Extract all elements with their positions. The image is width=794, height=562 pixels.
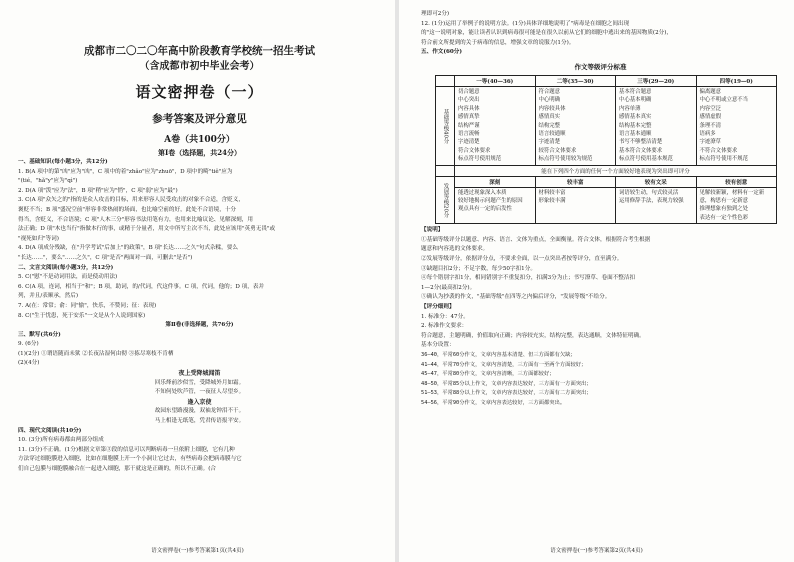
poem-line: 回乐烽前沙似雪，受降城外月如霜。 bbox=[154, 379, 245, 386]
rubric-item: 标点符号使用基本规范 bbox=[619, 156, 673, 163]
rubric-item: 形象较丰满 bbox=[538, 198, 566, 205]
rubric-item: 标点符号使用较为规范 bbox=[538, 156, 593, 163]
basic-cell bbox=[536, 87, 617, 165]
text-line: 2. D(A 项"泼"应为"法"，B 项"稍"应为"悄"，C 项"弱"应为"最") bbox=[18, 187, 178, 194]
text-line: 5. C("慰"不是动词用法，而是使动用法) bbox=[18, 274, 118, 281]
detail-lines bbox=[421, 313, 780, 351]
text-line: 2. 标准作文要求： bbox=[421, 323, 468, 330]
rubric-item: 推理想象有独到之处 bbox=[699, 206, 749, 213]
text-line: 12. (1分)运用了举例子的说明方法。(1分)具体详细地说明了"病毒是在细胞之间出现 bbox=[421, 20, 630, 27]
right-content bbox=[421, 10, 780, 409]
rubric-table bbox=[435, 75, 777, 224]
text-line: 41—44，平常70分作文，文章内容清楚，三方面有一至两个方面较好； bbox=[421, 361, 587, 368]
page-footer: 语文密押卷(一)参考答案第1页(共4页) bbox=[151, 548, 244, 554]
text-line: 4. D(A 项成分残缺，在"升学考试"后加上"的政策"，B 项"长达……之久"句式杂糅，要么 bbox=[18, 245, 238, 252]
text-line: "(tié，"hǎ"y"应为"qì") bbox=[18, 178, 78, 185]
rubric-item: 基本符合文体要求 bbox=[619, 147, 663, 154]
rubric-item: 较符合文体要求 bbox=[538, 147, 577, 154]
rubric-item: 较好地揭示问题产生的原因 bbox=[458, 198, 523, 205]
rubric-item: 语言基本通顺 bbox=[619, 131, 652, 137]
dev-cell bbox=[616, 188, 697, 224]
text-line: ①基础等级评分以题意、内容、语言、文体为重点，全面衡量。符合文体，根据符合考生根据 bbox=[421, 236, 651, 243]
text-line: 三、默写(共6分) bbox=[18, 331, 61, 338]
text-line: 1. B(A 项中的第"凶"应为"凶"，C 项中的着"zhǎo"应为"zhuō"，D 项中的畸"tiě"应为 bbox=[18, 168, 233, 175]
rubric-item: 内容单薄 bbox=[619, 105, 641, 112]
rubric-spacer bbox=[436, 166, 455, 176]
exam-subtitle: （含成都市初中毕业会考） bbox=[139, 61, 260, 72]
text-line: 9. (6分) bbox=[18, 341, 39, 348]
notes-title: 【说明】 bbox=[421, 227, 444, 234]
grade-header: 二等(35—30) bbox=[536, 76, 617, 86]
basic-row bbox=[436, 86, 776, 165]
rubric-header-row bbox=[436, 76, 776, 86]
page-footer: 语文密押卷(一)参考答案第2页(共4页) bbox=[550, 548, 643, 554]
text-line: 法正确；D 项"木也当行"指做本行的事，或精于分量者，用文中所写主次不当，此处应该用"英勇无畏"或 bbox=[18, 226, 276, 233]
rubric-item: 感情真挚 bbox=[458, 114, 480, 121]
dev-row bbox=[436, 176, 776, 224]
basic-label: 基础等级40分 bbox=[436, 87, 455, 165]
rubric-item: 语病多 bbox=[699, 131, 716, 137]
dev-header: 较有创意 bbox=[725, 179, 748, 186]
rubric-item: 符合题意 bbox=[538, 88, 561, 95]
text-line: ②发展等级评分，依据评分点，不要求全面，以一点突出者按等评分，直至满分。 bbox=[421, 256, 623, 263]
text-line: ⑤确认为抄袭的作文，"基础等级"在四等之内偏后评分，"发展等级"不给分。 bbox=[421, 294, 611, 301]
section-a-heading: A卷（共100分） bbox=[164, 135, 235, 145]
basic-cell bbox=[455, 87, 536, 165]
rubric-item: 中心基本明确 bbox=[619, 97, 652, 104]
basic-cell bbox=[697, 87, 777, 165]
rubric-item: 中心明确 bbox=[538, 97, 561, 104]
rubric-item: 条理不清 bbox=[699, 122, 722, 129]
score-lines bbox=[421, 351, 780, 409]
text-line: 褒贬不当；B 项"盛况空前"形容非常热闹的场面，也比喻空前的好，此处不合语境，十分 bbox=[18, 206, 237, 213]
rubric-item: 语言流畅 bbox=[458, 131, 480, 137]
dev-note: 能在下列四个方面的任何一个方面较好地表现为突出即可评分 bbox=[541, 168, 690, 175]
right-page bbox=[399, 0, 794, 562]
text-line: ④每个错别字扣1分，相同错别字不重复扣分，扣满3分为止；书写潦草、卷面不整洁扣 bbox=[421, 275, 636, 282]
exam-title: 成都市二〇二〇年高中阶段教育学校统一招生考试 bbox=[84, 45, 315, 57]
text-line: 36—40，平常60分作文，文章内容基本清楚、但三方面都有欠缺； bbox=[421, 351, 576, 358]
text-line: ③缺题目扣2分；不足字数，每少50字扣1分。 bbox=[421, 265, 536, 272]
answer-lines bbox=[18, 158, 381, 369]
rubric-item: 材料较丰富 bbox=[538, 189, 566, 196]
text-line: 6. C(A 项，连词，相当于"和"；B 项，助词，的/代词，代这件事。C 项，代词，他的；D 项，表并 bbox=[18, 283, 265, 290]
rubric-item: 不符合文体要求 bbox=[699, 147, 738, 154]
rubric-item: 标点符号使用规范 bbox=[458, 156, 502, 163]
answer-lines bbox=[421, 10, 780, 58]
poem-line: 不知何处吹芦管，一夜征人尽望乡。 bbox=[154, 389, 245, 396]
rubric-corner bbox=[436, 76, 455, 86]
text-line: 1—2分(最高扣2分)。 bbox=[421, 284, 476, 291]
rubric-item: 结构完整 bbox=[538, 122, 561, 129]
poem-2 bbox=[18, 398, 381, 427]
text-line: 的"这一说明对象，能让读者认识到病毒很可能是在很久以前从它们的细胞中逃出来的基因物质(2分)， bbox=[421, 30, 673, 37]
text-line: 们自己包膜与细胞膜融合在一起进入细胞，那干就这是正确的，所以不正确。(合 bbox=[18, 466, 216, 472]
rubric-item: 结构严谨 bbox=[458, 122, 480, 129]
detail-title: 【评分细则】 bbox=[421, 304, 455, 310]
dev-cell bbox=[536, 188, 617, 224]
rubric-item: 内容较具体 bbox=[538, 105, 566, 112]
left-content bbox=[18, 10, 381, 475]
text-line: "视死如归"等词) bbox=[18, 235, 59, 242]
rubric-item: 结构基本完整 bbox=[619, 122, 652, 129]
rubric-item: 运用修辞手法，表现力较强 bbox=[619, 198, 684, 205]
dev-header: 深刻 bbox=[455, 177, 536, 187]
text-line: 1. 标准分：47分。 bbox=[421, 313, 469, 320]
rubric-item: 基本符合题意 bbox=[619, 88, 652, 95]
text-line: 8. C("生于忧患，死于安乐"一文是从个人说到国家) bbox=[18, 312, 146, 319]
rubric-title: 作文等级评分标准 bbox=[574, 62, 627, 71]
grade-header: 三等(29—20) bbox=[616, 76, 697, 86]
poem-line: 故园东望路漫漫，双袖龙钟泪不干。 bbox=[154, 408, 245, 415]
rubric-item: 书写不够整洁清楚 bbox=[619, 139, 663, 146]
dev-cell bbox=[455, 188, 536, 224]
grade-header: 一等(40—36) bbox=[455, 76, 536, 86]
text-line: 一、基础知识(每小题3分，共12分) bbox=[18, 159, 108, 165]
basic-cell bbox=[616, 87, 697, 165]
text-line: 11. (3分)不正确。(1分)根据文章第③段的信息可以判断病毒一旦依附上细胞，它有几种 bbox=[18, 446, 235, 453]
dev-label: 发展等级20分 bbox=[436, 177, 455, 224]
text-line: 基本分设置： bbox=[421, 342, 455, 349]
text-line: 得当，含贬义，不合语境；C 项"人木三分"形容书法用笔有力，也用来比喻议论、见解深刻，用 bbox=[18, 216, 253, 223]
dev-cell bbox=[697, 188, 777, 224]
rubric-item: 感情基本真实 bbox=[619, 114, 652, 121]
dev-block bbox=[455, 177, 776, 224]
text-line: 3. C(A 项"众矢之的"指的是众人攻击的目标，用来形容人民受攻击的对象不合适，含贬义， bbox=[18, 197, 244, 204]
text-line: 第Ⅱ卷(非选择题，共76分) bbox=[165, 322, 234, 329]
poem-1 bbox=[18, 369, 381, 398]
text-line: 45—47，平常80分作文，文章内容清晰，三方面都较好； bbox=[421, 371, 555, 378]
text-line: 48—50，平常85分以上作文，文章内容表达较好，三方面有一方面突出； bbox=[421, 380, 592, 387]
rubric-item: 能透过现象深入本质 bbox=[458, 189, 507, 196]
rubric-item: 感情真实 bbox=[538, 114, 561, 121]
text-line: 理即可2分) bbox=[421, 11, 450, 17]
rubric-item: 字迹清楚 bbox=[458, 139, 480, 146]
rubric-item: 内容空泛 bbox=[699, 105, 722, 112]
text-line: (2)(4分) bbox=[18, 360, 40, 367]
text-line: 符合题意，主题明确，价值取向正确；内容较充实，结构完整，表达通顺，文体特征明确。 bbox=[421, 332, 645, 339]
part1-heading: 第Ⅰ卷（选择题，共24分） bbox=[157, 148, 241, 157]
rubric-item: 标点符号使用不规范 bbox=[699, 156, 749, 163]
text-line: 54—56，平常90分作文，文章内容表达较好，三方面都突出。 bbox=[421, 399, 566, 406]
text-line: 四、现代文阅读(共10分) bbox=[18, 427, 82, 434]
text-line: "长达……"，要么"……之久"，C 项"是否"两面对一面，可删去"是否") bbox=[18, 254, 193, 261]
rubric-item: 中心突出 bbox=[458, 97, 480, 104]
rubric-item: 字迹清楚 bbox=[538, 139, 561, 146]
poem-title: 夜上受降城闻笛 bbox=[178, 370, 221, 378]
rubric-item: 词语较生动，句式较灵活 bbox=[619, 189, 679, 196]
text-line: 7. A(在：常常；俞：同"愉"，快乐，不赞同；征：表现) bbox=[18, 302, 157, 309]
text-line: 列，并且/表顺承，然后) bbox=[18, 293, 79, 300]
dev-cells bbox=[455, 187, 776, 224]
dev-note-row bbox=[436, 165, 776, 176]
text-line: 51—53，平常88分以上作文，文章内容表达较好，三方面有二方面突出； bbox=[421, 390, 592, 397]
rubric-item: 见解较新颖，材料有一定新意，构思有一定新意 bbox=[699, 189, 765, 205]
dev-header-row bbox=[455, 177, 776, 187]
dev-header: 较有文采 bbox=[616, 177, 697, 187]
rubric-item: 内容具体 bbox=[458, 105, 480, 112]
answer-lines-2 bbox=[18, 427, 381, 475]
text-line: 二、文言文阅读(每小题3分，共12分) bbox=[18, 264, 114, 271]
rubric-item: 切合题意 bbox=[458, 88, 480, 95]
grade-header: 四等(19—0) bbox=[719, 78, 753, 85]
rubric-item: 字迹潦草 bbox=[699, 139, 722, 146]
rubric-item: 偏离题意 bbox=[699, 88, 722, 95]
text-line: 题意和内容选的文体要求。 bbox=[421, 246, 489, 253]
rubric-item: 感情虚假 bbox=[699, 114, 722, 121]
notes-lines bbox=[421, 236, 780, 303]
text-line: 10. (3分)所有病毒都由两部分组成 bbox=[18, 437, 104, 444]
text-line: 符合前文所提到的关于病毒的信息，增强文章的说服力(1分)。 bbox=[421, 39, 575, 46]
text-line: 五、作文(60分) bbox=[421, 49, 463, 56]
rubric-item: 符合文体要求 bbox=[458, 147, 491, 154]
rubric-item: 表达有一定个性色彩 bbox=[699, 214, 749, 221]
text-line: 方法穿过细胞膜进入细胞，比如在细胞膜上开一个小洞让它过去，有些病毒会把病毒膜与它 bbox=[18, 456, 242, 463]
text-line: (1)(2分) ①谓语随而未狱 ②长夜沾湿何由彻 ③拣尽寒枝不肯栖 bbox=[18, 350, 174, 357]
poem-line: 马上相逢无纸笔，凭君传语报平安。 bbox=[154, 418, 245, 425]
rubric-item: 观点具有一定的启发性 bbox=[458, 206, 512, 213]
left-page bbox=[0, 0, 395, 562]
rubric-item: 语言较通顺 bbox=[538, 131, 566, 137]
answer-heading: 参考答案及评分意见 bbox=[152, 113, 247, 125]
rubric-item: 中心不明或立意不当 bbox=[699, 97, 749, 104]
dev-header: 较丰富 bbox=[536, 177, 617, 187]
paper-title: 语文密押卷（一） bbox=[135, 83, 264, 101]
poem-title: 逢入京使 bbox=[187, 398, 212, 406]
